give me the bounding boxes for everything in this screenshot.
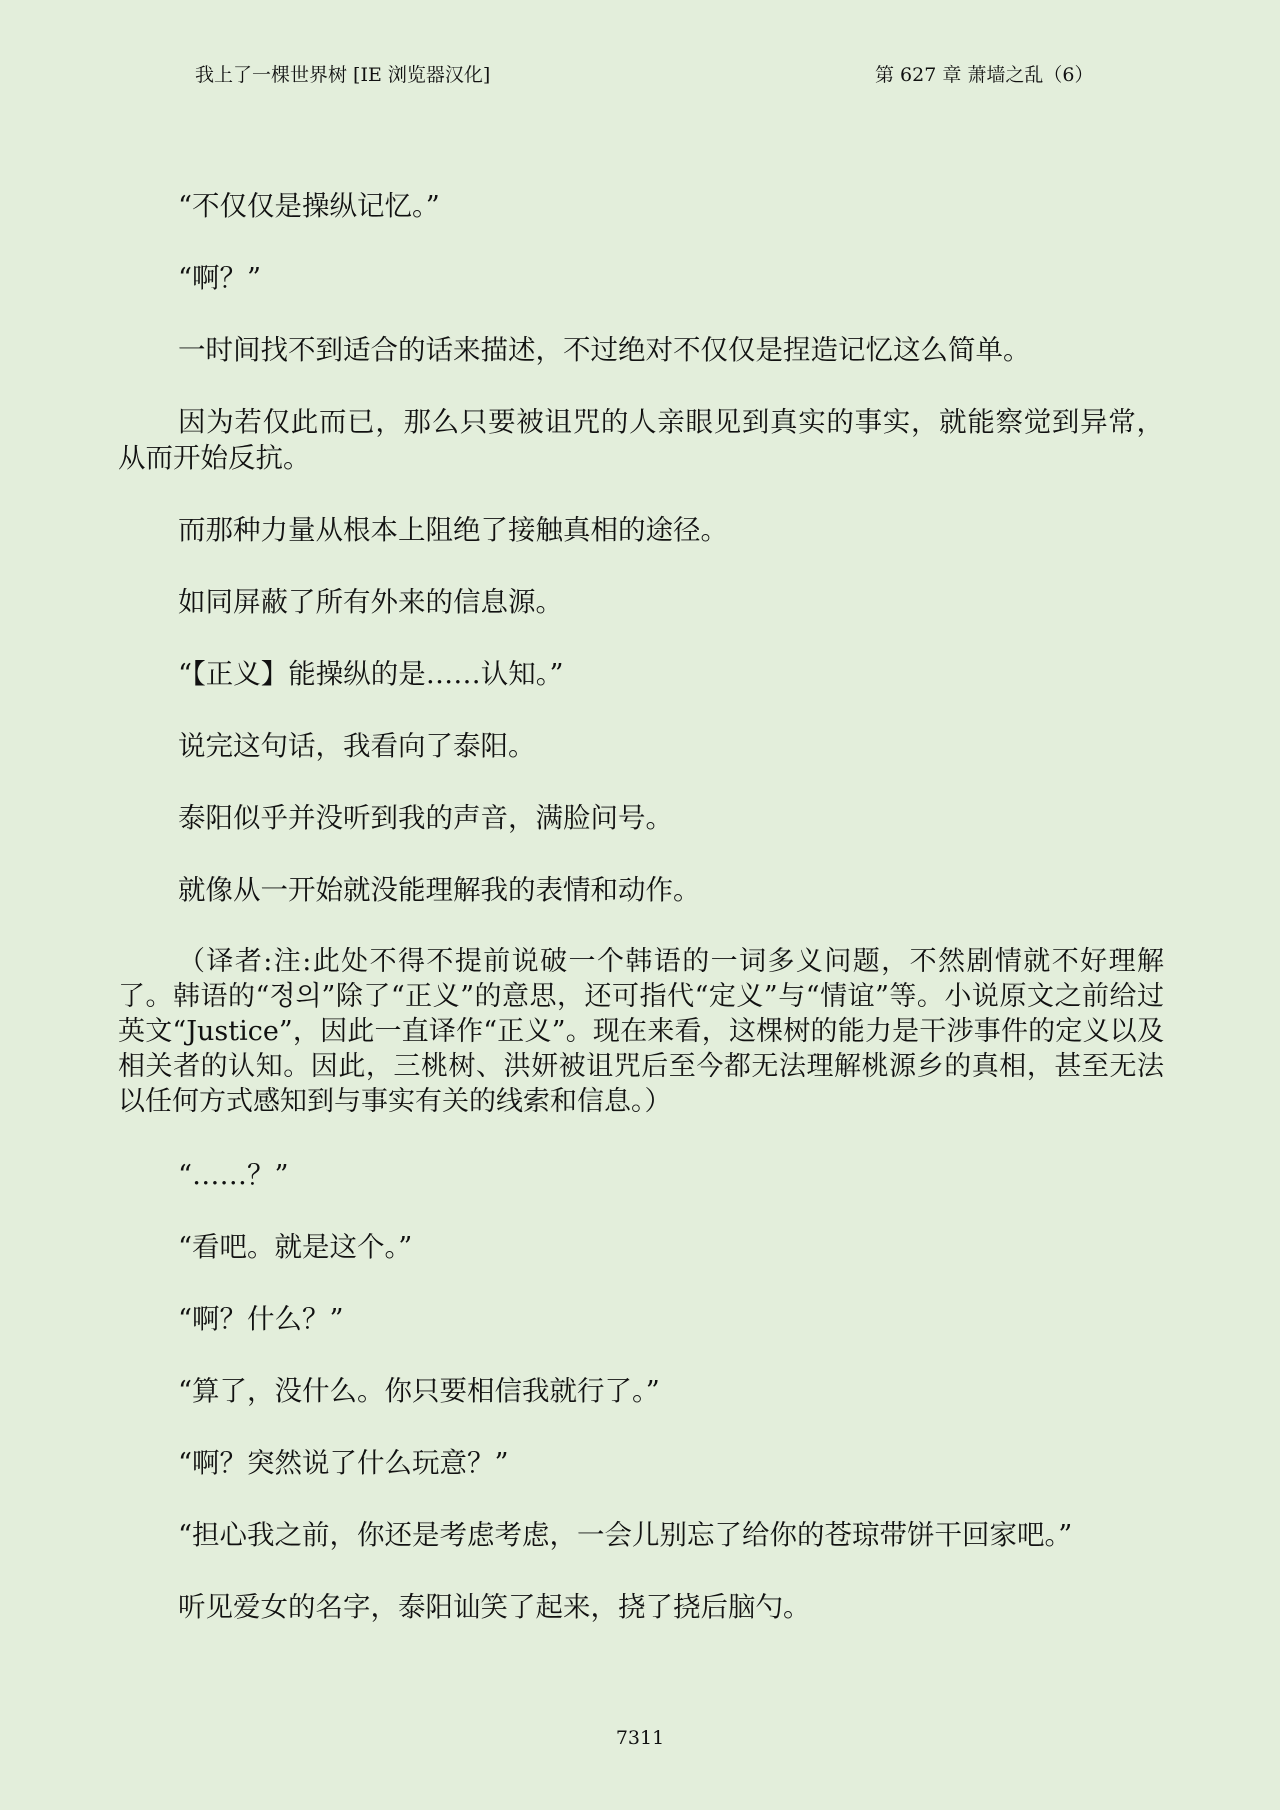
paragraph: “啊？” [178, 262, 262, 294]
paragraph: “【正义】能操纵的是……认知。” [178, 658, 564, 690]
paragraph: 而那种力量从根本上阻绝了接触真相的途径。 [178, 514, 728, 546]
paragraph: 如同屏蔽了所有外来的信息源。 [178, 586, 563, 618]
paragraph: “啊？突然说了什么玩意？” [178, 1447, 509, 1479]
paragraph: “啊？什么？” [178, 1303, 344, 1335]
paragraph: “算了，没什么。你只要相信我就行了。” [178, 1375, 660, 1407]
paragraph: 就像从一开始就没能理解我的表情和动作。 [178, 874, 701, 906]
paragraph: 因为若仅此而已，那么只要被诅咒的人亲眼见到真实的事实，就能察觉到异常，从而开始反抗。 [118, 406, 1164, 474]
paragraph: 泰阳似乎并没听到我的声音，满脸问号。 [178, 802, 673, 834]
paragraph: 听见爱女的名字，泰阳讪笑了起来，挠了挠后脑勺。 [178, 1591, 811, 1623]
page-number: 7311 [615, 1727, 665, 1749]
header-book-title: 我上了一棵世界树 [IE 浏览器汉化] [195, 64, 491, 86]
paragraph: “不仅仅是操纵记忆。” [178, 190, 440, 222]
header-chapter-title: 第 627 章 萧墙之乱（6） [875, 64, 1094, 86]
paragraph: “看吧。就是这个。” [178, 1231, 413, 1263]
paragraph: “担心我之前，你还是考虑考虑，一会儿别忘了给你的苍琼带饼干回家吧。” [178, 1519, 1073, 1551]
page-body [118, 188, 1164, 1661]
paragraph: “……？” [178, 1159, 289, 1191]
paragraph: 说完这句话，我看向了泰阳。 [178, 730, 536, 762]
translator-note: （译者:注:此处不得不提前说破一个韩语的一词多义问题，不然剧情就不好理解了。韩语的“정의”除了“正义”的意思，还可指代“定义”与“情谊”等。小说原文之前给过英文“Justice”，因此一直译作“正义”。现在来看，这棵树的能力是干涉事件的定义以及相关者的认知。因此，三桃树、洪妍被诅咒后至今都无法理解桃源乡的真相，甚至无法以任何方式感知到与事实有关的线索和信息。） [118, 946, 1164, 1117]
paragraph: 一时间找不到适合的话来描述，不过绝对不仅仅是捏造记忆这么简单。 [178, 334, 1031, 366]
